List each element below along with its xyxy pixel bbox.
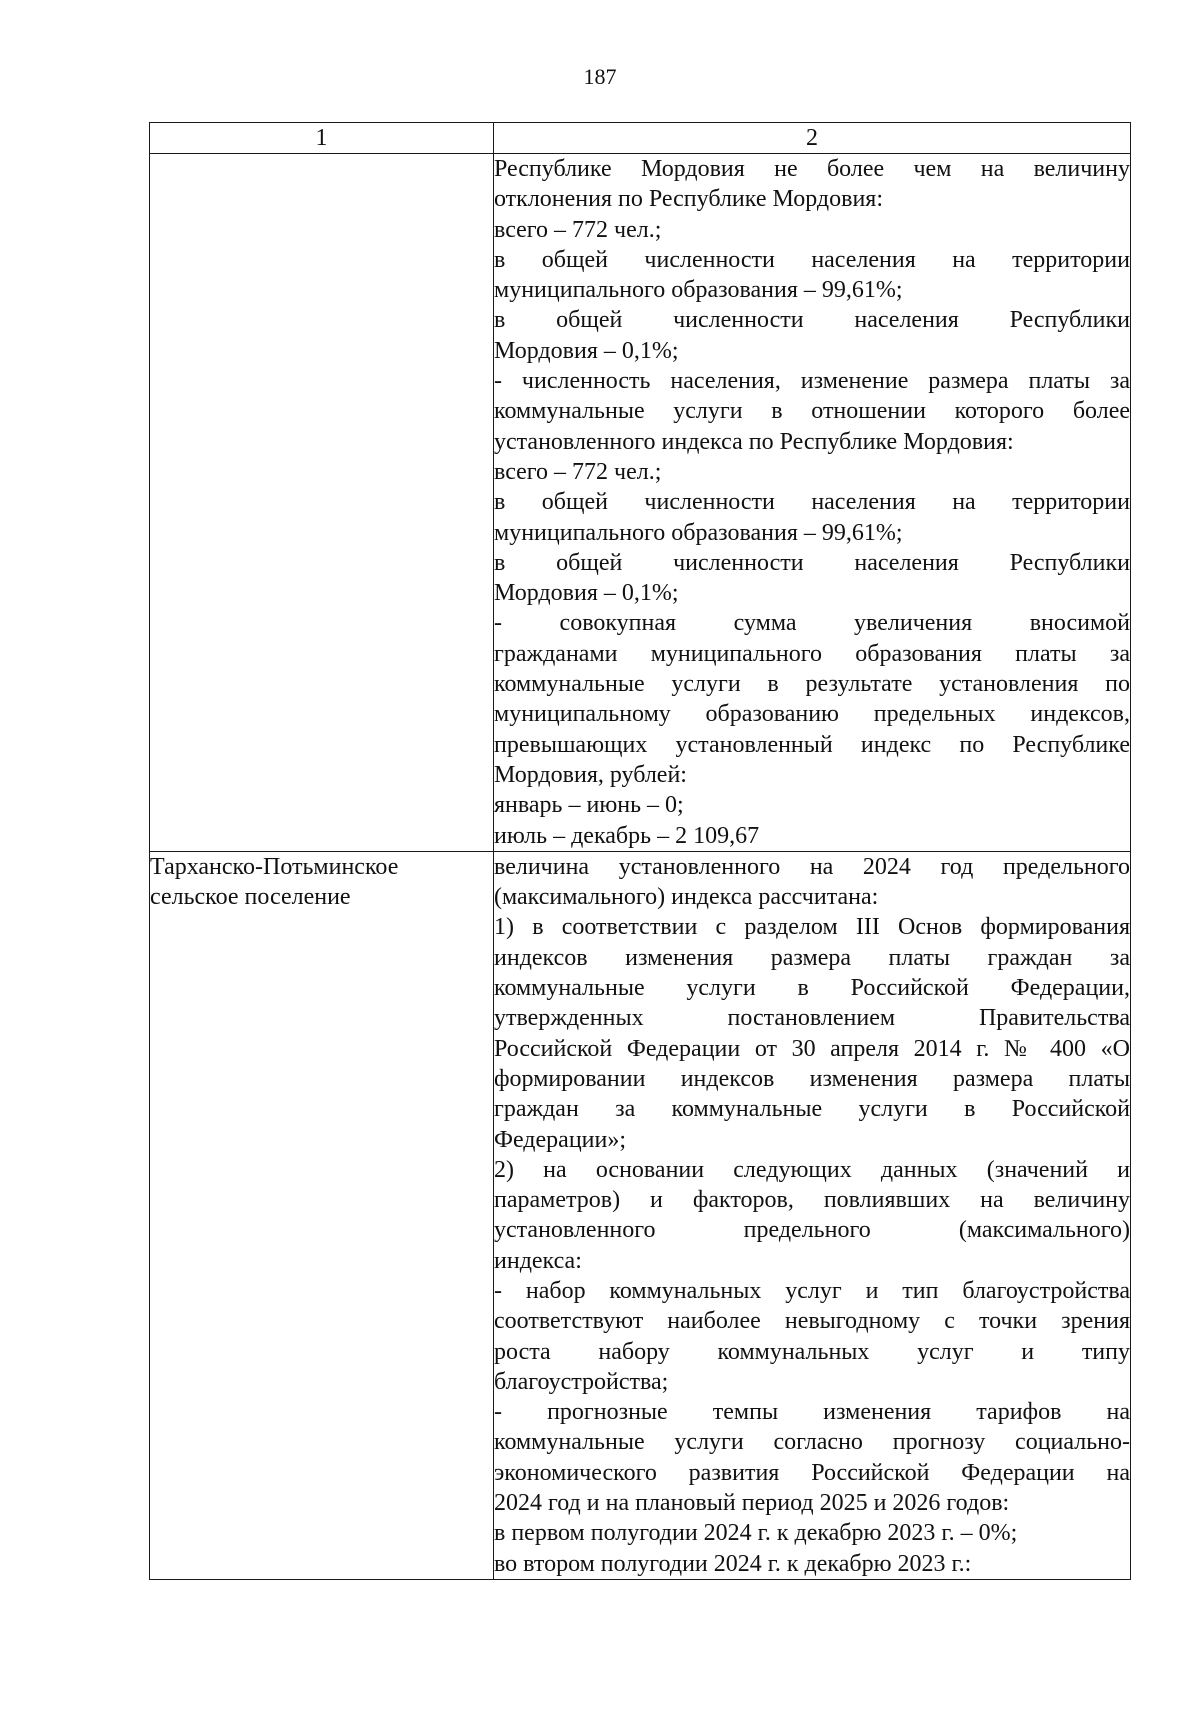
page-number: 187 bbox=[583, 64, 617, 89]
text-line: во втором полугодии 2024 г. к декабрю 2023 г.: bbox=[494, 1550, 972, 1577]
municipality-name-cell bbox=[150, 851, 494, 1579]
text-line: коммунальные услуги в результате установления по bbox=[494, 671, 1130, 698]
text-line: в первом полугодии 2024 г. к декабрю 2023 г. – 0%; bbox=[494, 1520, 1018, 1547]
text-line: граждан за коммунальные услуги в Российской bbox=[494, 1096, 1130, 1123]
table-row bbox=[150, 851, 1131, 1579]
column-header-2: 2 bbox=[494, 123, 1131, 154]
text-line: превышающих установленный индекс по Республике bbox=[494, 731, 1130, 758]
text-line: в общей численности населения Республики bbox=[494, 307, 1130, 334]
text-line: - совокупная сумма увеличения вносимой bbox=[494, 610, 1130, 637]
text-line: утвержденных постановлением Правительства bbox=[494, 1005, 1130, 1032]
description-cell bbox=[494, 154, 1131, 852]
text-line: коммунальные услуги согласно прогнозу социально- bbox=[494, 1429, 1130, 1456]
text-line: всего – 772 чел.; bbox=[494, 458, 662, 485]
text-line: установленного предельного (максимального) bbox=[494, 1217, 1130, 1244]
text-line: - численность населения, изменение размера платы за bbox=[494, 368, 1130, 395]
text-line: величина установленного на 2024 год предельного bbox=[494, 853, 1130, 880]
text-line: гражданами муниципального образования платы за bbox=[494, 640, 1130, 667]
text-line: Мордовия – 0,1%; bbox=[494, 337, 679, 364]
text-line: коммунальные услуги в Российской Федерации, bbox=[494, 975, 1130, 1002]
text-line: в общей численности населения на территории bbox=[494, 246, 1130, 273]
municipality-name-cell bbox=[150, 154, 494, 852]
document-table bbox=[149, 122, 1131, 1580]
text-line: Мордовия – 0,1%; bbox=[494, 580, 679, 607]
text-line: индексов изменения размера платы граждан за bbox=[494, 944, 1130, 971]
text-line: Республике Мордовия не более чем на величину bbox=[494, 156, 1130, 182]
text-line: в общей численности населения на территории bbox=[494, 489, 1130, 516]
text-line: муниципальному образованию предельных индексов, bbox=[494, 701, 1130, 728]
text-line: параметров) и факторов, повлиявших на величину bbox=[494, 1187, 1130, 1214]
text-line: 1) в соответствии с разделом III Основ формирования bbox=[494, 914, 1130, 941]
table-header-row bbox=[150, 123, 1131, 154]
text-line: Мордовия, рублей: bbox=[494, 761, 687, 788]
text-line: роста набору коммунальных услуг и типу bbox=[494, 1338, 1130, 1365]
text-line: отклонения по Республике Мордовия: bbox=[494, 186, 884, 213]
text-line: всего – 772 чел.; bbox=[494, 216, 662, 243]
text-line: январь – июнь – 0; bbox=[494, 792, 684, 819]
text-line: благоустройства; bbox=[494, 1368, 669, 1395]
text-line: муниципального образования – 99,61%; bbox=[494, 277, 903, 304]
text-line: индекса: bbox=[494, 1247, 582, 1274]
text-line: июль – декабрь – 2 109,67 bbox=[494, 822, 760, 849]
text-line: 2024 год и на плановый период 2025 и 2026 годов: bbox=[494, 1490, 1010, 1517]
text-line: коммунальные услуги в отношении которого более bbox=[494, 398, 1130, 425]
municipality-name-line: сельское поселение bbox=[150, 884, 351, 911]
text-line: в общей численности населения Республики bbox=[494, 549, 1130, 576]
text-line: (максимального) индекса рассчитана: bbox=[494, 884, 879, 911]
municipality-name-line: Тарханско-Потьминское bbox=[150, 853, 399, 880]
text-line: - набор коммунальных услуг и тип благоустройства bbox=[494, 1277, 1130, 1304]
table-row bbox=[150, 154, 1131, 852]
text-line: Российской Федерации от 30 апреля 2014 г. № 400 «О bbox=[494, 1035, 1130, 1062]
description-cell bbox=[494, 851, 1131, 1579]
text-line: - прогнозные темпы изменения тарифов на bbox=[494, 1399, 1130, 1426]
text-line: 2) на основании следующих данных (значений и bbox=[494, 1156, 1130, 1183]
column-header-1: 1 bbox=[150, 123, 494, 154]
text-line: экономического развития Российской Федерации на bbox=[494, 1459, 1130, 1486]
text-line: Федерации»; bbox=[494, 1126, 627, 1153]
text-line: муниципального образования – 99,61%; bbox=[494, 519, 903, 546]
text-line: соответствуют наиболее невыгодному с точки зрения bbox=[494, 1308, 1130, 1335]
text-line: установленного индекса по Республике Мордовия: bbox=[494, 428, 1014, 455]
text-line: формировании индексов изменения размера платы bbox=[494, 1065, 1130, 1092]
